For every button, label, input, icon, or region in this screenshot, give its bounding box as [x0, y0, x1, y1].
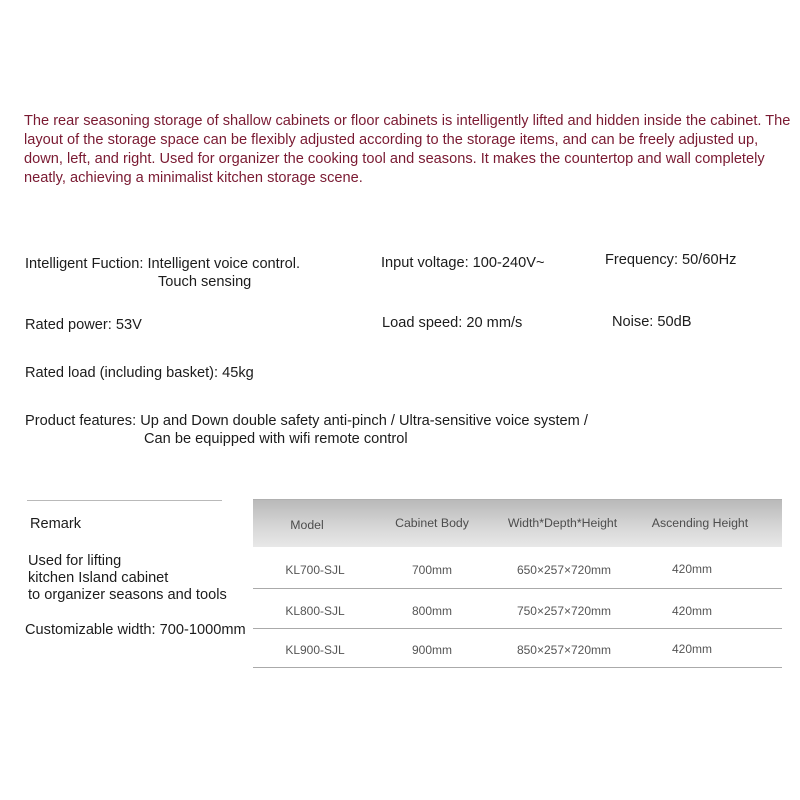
- header-cabinet-body: Cabinet Body: [395, 516, 469, 530]
- remark-description: [28, 553, 227, 604]
- table-row-divider: [253, 588, 782, 589]
- table-row-2-model: KL800-SJL: [285, 604, 345, 618]
- spec-frequency: Frequency: 50/60Hz: [605, 252, 737, 268]
- spec-intelligent-function-line1: Intelligent Fuction: Intelligent voice control.: [25, 256, 301, 272]
- spec-product-features: [25, 412, 588, 448]
- spec-input-voltage: Input voltage: 100-240V~: [381, 255, 545, 271]
- table-row-divider: [253, 628, 782, 629]
- spec-product-features-line2: Can be equipped with wifi remote control: [144, 431, 408, 447]
- spec-noise: Noise: 50dB: [612, 314, 692, 330]
- table-row-3-dimensions: 850×257×720mm: [516, 643, 612, 657]
- table-row-1-height: 420mm: [671, 562, 712, 576]
- remark-divider: [27, 500, 222, 501]
- remark-title: Remark: [30, 516, 82, 532]
- remark-line-1: Used for lifting: [28, 553, 122, 569]
- table-row-2-cabinet: 800mm: [411, 604, 452, 618]
- spec-intelligent-function: [25, 255, 300, 291]
- spec-load-speed: Load speed: 20 mm/s: [382, 315, 523, 331]
- remark-customizable-width: Customizable width: 700-1000mm: [25, 622, 246, 638]
- table-row-3-model: KL900-SJL: [285, 643, 345, 657]
- remark-line-3: to organizer seasons and tools: [28, 587, 227, 603]
- spec-intelligent-function-line2: Touch sensing: [158, 274, 252, 290]
- table-row-3-cabinet: 900mm: [411, 643, 452, 657]
- header-dimensions: Width*Depth*Height: [507, 516, 618, 530]
- spec-product-features-line1: Product features: Up and Down double safety anti-pinch / Ultra-sensitive voice system /: [25, 413, 588, 429]
- table-row-1-model: KL700-SJL: [285, 563, 345, 577]
- header-model: Model: [290, 518, 324, 532]
- table-row-2-height: 420mm: [671, 604, 712, 618]
- spec-rated-power: Rated power: 53V: [25, 317, 142, 333]
- spec-rated-load: Rated load (including basket): 45kg: [25, 365, 254, 381]
- table-row-1-cabinet: 700mm: [411, 563, 452, 577]
- header-ascending-height: Ascending Height: [651, 516, 749, 530]
- table-row-2-dimensions: 750×257×720mm: [516, 604, 612, 618]
- table-row-1-dimensions: 650×257×720mm: [516, 563, 612, 577]
- table-row-3-height: 420mm: [671, 642, 712, 656]
- remark-line-2: kitchen Island cabinet: [28, 570, 169, 586]
- intro-paragraph: The rear seasoning storage of shallow cabinets or floor cabinets is intelligently lifted and hidden inside the cabinet. The layout of the storage space can be flexibly adjusted according to the storage items, and can be freely adjusted up, down, left, and right. Used for organizer the cooking tool and seasons. It makes the countertop and wall completely neatly, achieving a minimalist kitchen storage scene.: [24, 113, 791, 186]
- table-bottom-border: [253, 667, 782, 668]
